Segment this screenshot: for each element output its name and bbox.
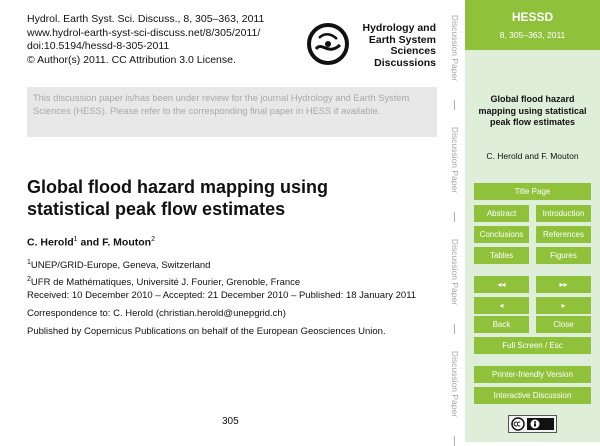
publication-dates: Received: 10 December 2010 – Accepted: 21 December 2010 – Published: 18 January 2011 [27, 290, 417, 301]
close-button[interactable]: Close [536, 316, 591, 333]
citation-header [27, 13, 264, 67]
full-screen-button[interactable]: Full Screen / Esc [474, 337, 591, 354]
discussion-paper-strip [445, 0, 465, 442]
cc-by-icon [509, 416, 556, 432]
affiliation-mark: 1 [27, 259, 31, 266]
review-notice-text: This discussion paper is/has been under review for the journal Hydrology and Earth System Sciences (HESS). Please refer to the corresponding final paper in HESS if available. [33, 93, 410, 116]
next-page-button[interactable]: ▸ [536, 297, 591, 314]
affiliation [27, 273, 300, 290]
doi: doi:10.5194/hessd-8-305-2011 [27, 40, 170, 52]
conclusions-button[interactable]: Conclusions [474, 226, 529, 243]
strip-label [448, 112, 462, 208]
affiliation-text: UFR de Mathématiques, Université J. Fourier, Grenoble, France [30, 276, 301, 288]
correspondence: Correspondence to: C. Herold (christian.herold@unepgrid.ch) [27, 308, 286, 319]
journal-citation: Hydrol. Earth Syst. Sci. Discuss., 8, 305–363, 2011 [27, 13, 265, 25]
logo-line: Discussions [374, 56, 436, 69]
logo-text [362, 23, 436, 69]
page-number: 305 [222, 416, 239, 427]
strip-label [448, 224, 462, 320]
tables-button[interactable]: Tables [474, 247, 529, 264]
strip-label-text: Discussion Paper [450, 14, 460, 82]
strip-separator [454, 100, 455, 110]
sidebar-authors: C. Herold and F. Mouton [486, 151, 579, 161]
figures-button[interactable]: Figures [536, 247, 591, 264]
introduction-button[interactable]: Introduction [536, 205, 591, 222]
affiliation-mark: 2 [27, 275, 31, 283]
paper-title-line: statistical peak flow estimates [27, 199, 286, 219]
journal-logo [306, 20, 436, 72]
strip-label-text: Discussion Paper [450, 238, 460, 306]
affiliations [27, 256, 300, 289]
author-name: F. Mouton [102, 236, 152, 249]
strip-label [448, 336, 462, 432]
first-page-button[interactable]: ◂◂ [474, 276, 529, 293]
back-button[interactable]: Back [474, 316, 529, 333]
references-button[interactable]: References [536, 226, 591, 243]
cc-license-badge[interactable] [508, 415, 557, 433]
paper-title [27, 176, 437, 220]
license-line: © Author(s) 2011. CC Attribution 3.0 License. [27, 53, 236, 66]
strip-label [448, 0, 462, 96]
review-notice [27, 87, 437, 137]
strip-label-text: Discussion Paper [450, 350, 460, 418]
affiliation-text: UNEP/GRID-Europe, Geneva, Switzerland [30, 260, 211, 272]
journal-name: HESSD [511, 10, 554, 24]
logo-line: Hydrology and [362, 22, 436, 34]
author-affiliation-mark: 1 [73, 236, 78, 243]
journal-url[interactable]: www.hydrol-earth-syst-sci-discuss.net/8/305/2011/ [27, 26, 261, 39]
strip-label-text: Discussion Paper [450, 126, 460, 194]
publisher-statement: Published by Copernicus Publications on behalf of the European Geosciences Union. [27, 326, 386, 337]
journal-banner [465, 0, 600, 50]
affiliation [27, 256, 300, 273]
hessd-logo-icon [306, 22, 350, 66]
author-list [27, 236, 155, 249]
strip-separator [454, 212, 455, 222]
author-affiliation-mark: 2 [151, 236, 155, 243]
abstract-button[interactable]: Abstract [474, 205, 529, 222]
navigation-sidebar [465, 0, 600, 442]
author-name: C. Herold [27, 236, 74, 249]
printer-friendly-button[interactable]: Printer-friendly Version [474, 366, 591, 383]
sidebar-title: Global flood hazard mapping using statistical peak flow estimates [478, 94, 587, 127]
strip-separator [454, 436, 455, 446]
title-page-button[interactable]: Title Page [474, 183, 591, 200]
author-conjunction: and [80, 236, 100, 249]
logo-line: Sciences [390, 45, 436, 57]
journal-ref: 8, 305–363, 2011 [499, 30, 566, 40]
paper-title-line: Global flood hazard mapping using [27, 177, 328, 197]
logo-line: Earth System [368, 33, 436, 46]
last-page-button[interactable]: ▸▸ [536, 276, 591, 293]
strip-separator [454, 324, 455, 334]
previous-page-button[interactable]: ◂ [474, 297, 529, 314]
interactive-discussion-button[interactable]: Interactive Discussion [474, 387, 591, 404]
